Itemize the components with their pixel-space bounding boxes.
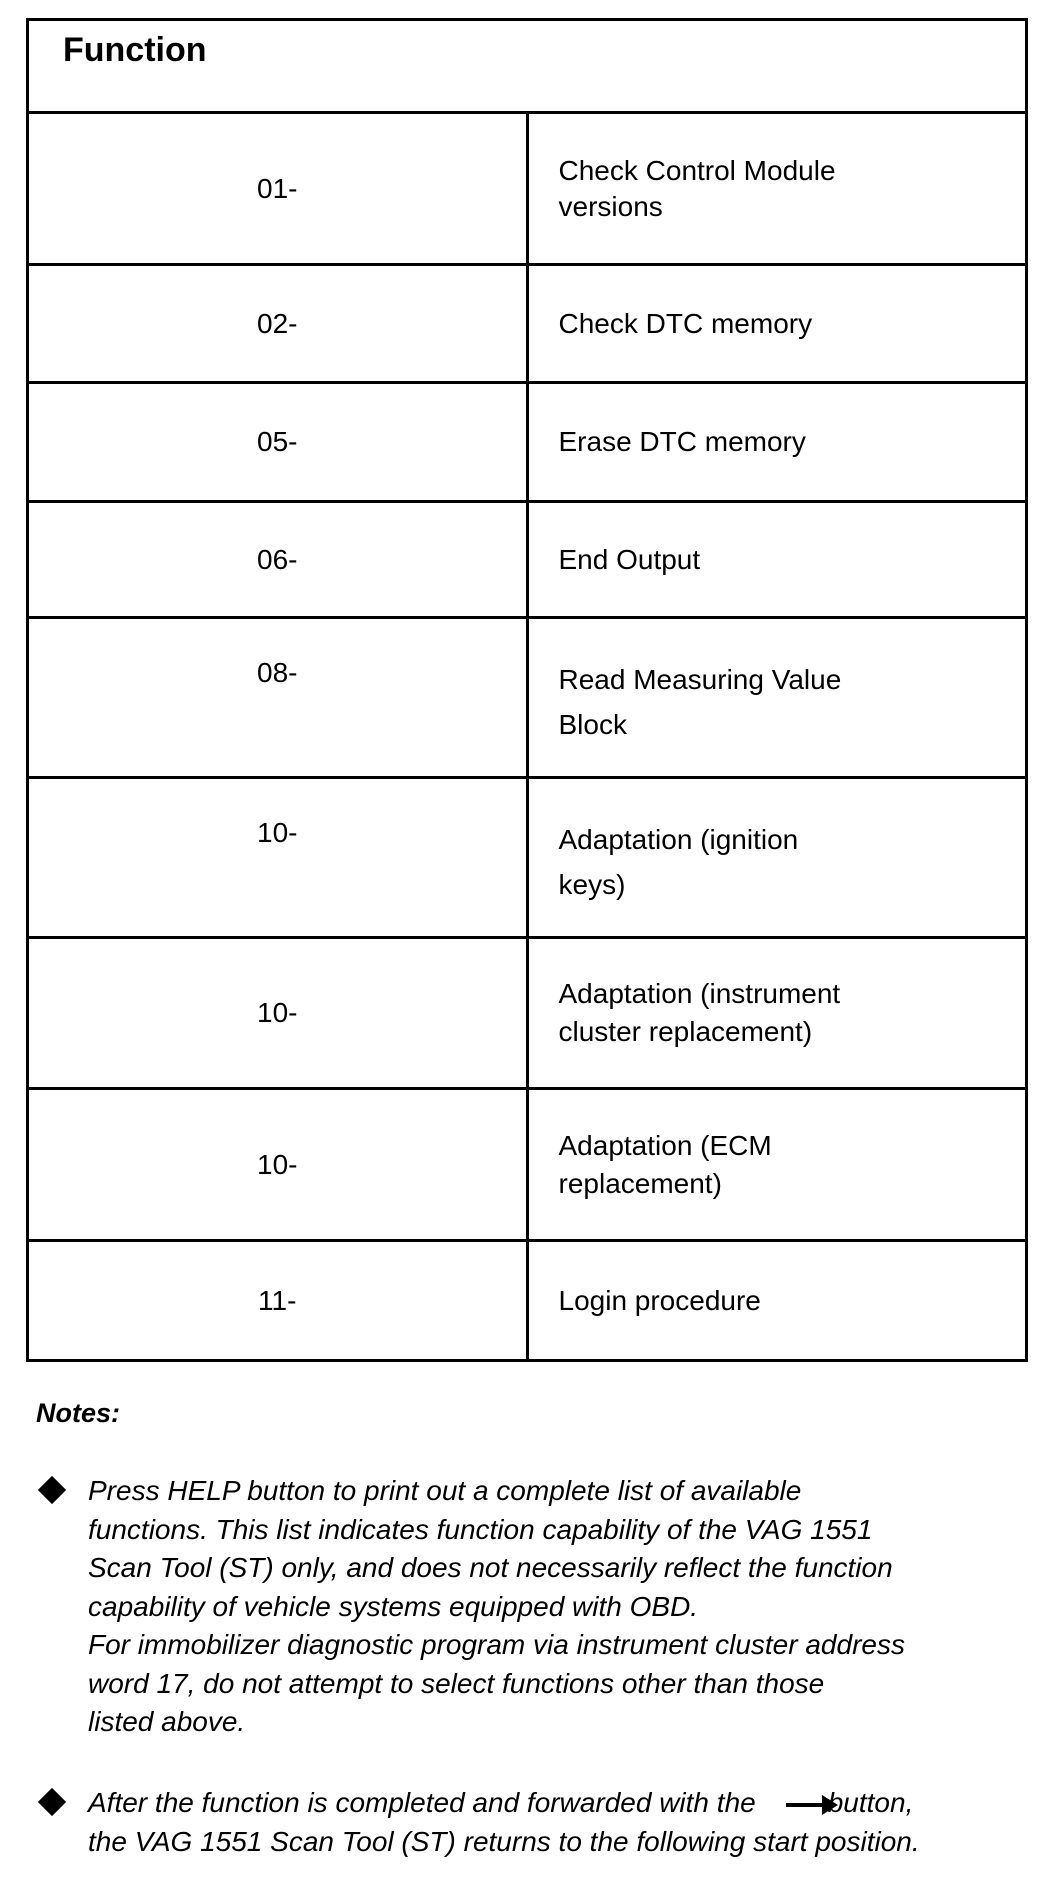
function-description-text: Check DTC memory <box>558 307 813 339</box>
diamond-bullet-icon <box>38 1476 66 1504</box>
function-description <box>527 383 1027 502</box>
note-text-before-icon: After the function is completed and forwarded with the <box>88 1787 756 1818</box>
notes-title: Notes: <box>36 1398 121 1428</box>
table-row <box>28 618 1027 778</box>
table-row <box>28 1241 1027 1361</box>
note-text <box>88 1784 1022 1861</box>
function-code: 08- <box>28 618 528 778</box>
function-code: 05- <box>28 383 528 502</box>
function-description-text: Adaptation (instrument cluster replacement) <box>558 978 841 1047</box>
diamond-bullet-icon <box>38 1788 66 1816</box>
note-text: Press HELP button to print out a complete list of available functions. This list indicates function capability of the VAG 1551 Scan Tool (ST) only, and does not necessarily reflect the function capability of vehicle systems equipped with OBD. For immobilizer diagnostic program via instrument cluster address word 17, do not attempt to select functions other than those listed above. <box>88 1475 905 1737</box>
function-description-text: Login procedure <box>558 1284 761 1316</box>
function-description <box>527 502 1027 618</box>
function-description <box>527 265 1027 383</box>
function-code: 06- <box>28 502 528 618</box>
function-description <box>527 1241 1027 1361</box>
function-description <box>527 113 1027 265</box>
function-description <box>527 778 1027 938</box>
note-item <box>42 1472 1022 1742</box>
function-code: 11- <box>28 1241 528 1361</box>
function-description-text: Read Measuring Value Block <box>558 664 842 740</box>
table-row <box>28 383 1027 502</box>
function-table <box>26 18 1028 1362</box>
function-description-text: End Output <box>558 543 701 575</box>
function-code: 10- <box>28 1089 528 1241</box>
table-header-row <box>28 20 1027 113</box>
function-description <box>527 938 1027 1089</box>
note-text-after-icon: button, the VAG 1551 Scan Tool (ST) returns to the following start position. <box>88 1787 920 1857</box>
function-description <box>527 1089 1027 1241</box>
function-description-text: Adaptation (ECM replacement) <box>558 1129 772 1199</box>
table-row <box>28 938 1027 1089</box>
note-item <box>42 1784 1022 1861</box>
function-code: 02- <box>28 265 528 383</box>
right-arrow-icon <box>786 1795 838 1815</box>
function-description-text: Erase DTC memory <box>558 426 806 457</box>
table-header-function: Function <box>28 20 1027 113</box>
table-row <box>28 113 1027 265</box>
function-description <box>527 618 1027 778</box>
table-row <box>28 502 1027 618</box>
function-code: 10- <box>28 938 528 1089</box>
function-description-text: Check Control Module versions <box>558 154 836 222</box>
function-code: 01- <box>28 113 528 265</box>
function-description-text: Adaptation (ignition keys) <box>558 824 799 900</box>
table-row <box>28 265 1027 383</box>
table-row <box>28 778 1027 938</box>
function-code: 10- <box>28 778 528 938</box>
table-row <box>28 1089 1027 1241</box>
